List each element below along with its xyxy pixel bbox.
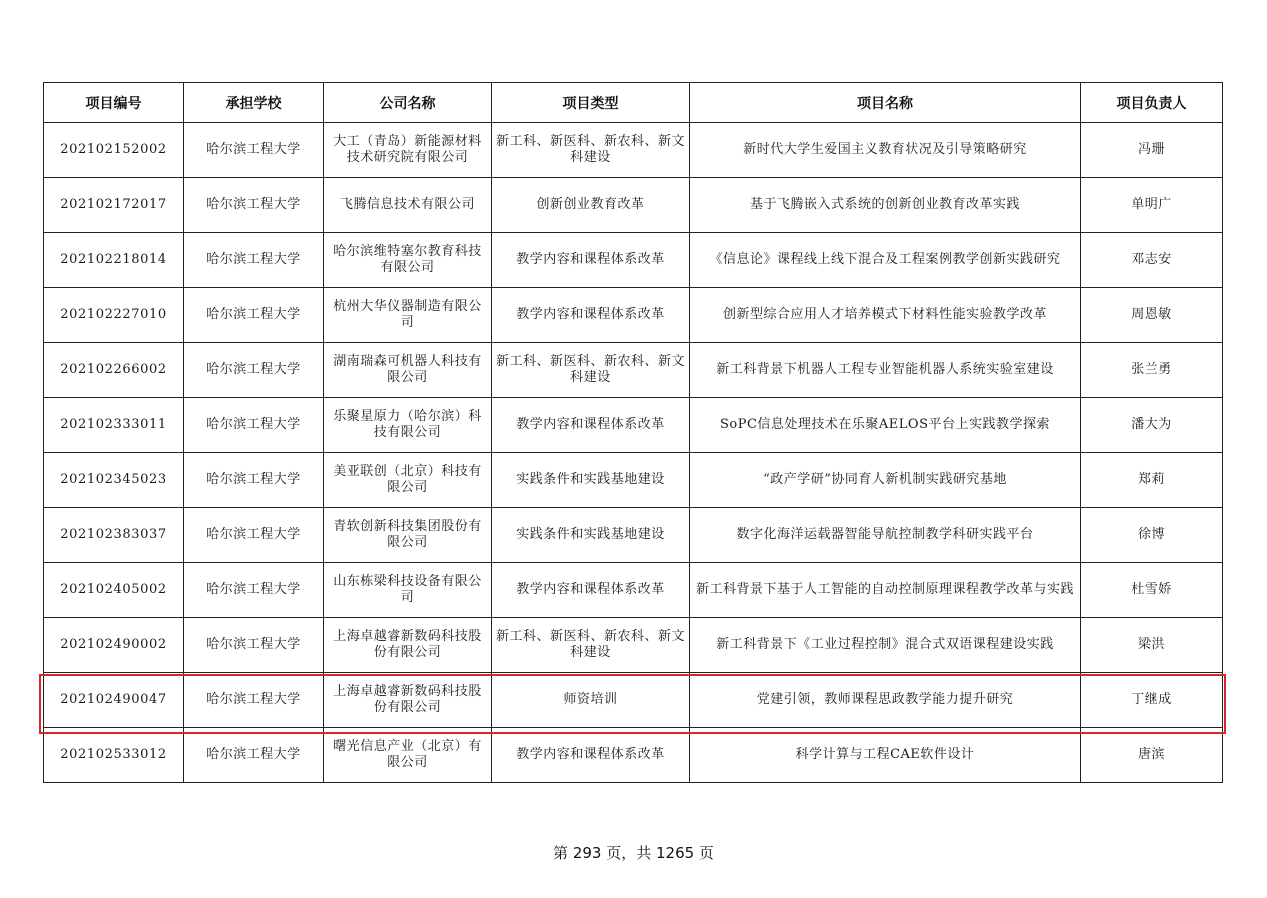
cell-project-id: 202102533012 [44, 728, 184, 783]
cell-company: 乐聚星原力（哈尔滨）科技有限公司 [324, 398, 492, 453]
cell-project-type: 新工科、新医科、新农科、新文科建设 [492, 343, 690, 398]
table-row [44, 618, 1223, 673]
cell-project-id: 202102383037 [44, 508, 184, 563]
cell-project-name: 党建引领，教师课程思政教学能力提升研究 [690, 673, 1081, 728]
cell-school: 哈尔滨工程大学 [184, 728, 324, 783]
table-row [44, 288, 1223, 343]
cell-project-id: 202102405002 [44, 563, 184, 618]
cell-school: 哈尔滨工程大学 [184, 178, 324, 233]
table-row [44, 233, 1223, 288]
cell-school: 哈尔滨工程大学 [184, 453, 324, 508]
cell-project-type: 实践条件和实践基地建设 [492, 453, 690, 508]
cell-project-lead: 梁洪 [1081, 618, 1223, 673]
cell-project-id: 202102172017 [44, 178, 184, 233]
cell-project-name: 新工科背景下《工业过程控制》混合式双语课程建设实践 [690, 618, 1081, 673]
cell-project-type: 新工科、新医科、新农科、新文科建设 [492, 618, 690, 673]
cell-project-name: SoPC信息处理技术在乐聚AELOS平台上实践教学探索 [690, 398, 1081, 453]
cell-school: 哈尔滨工程大学 [184, 123, 324, 178]
cell-project-name: 科学计算与工程CAE软件设计 [690, 728, 1081, 783]
cell-project-lead: 邓志安 [1081, 233, 1223, 288]
cell-project-id: 202102152002 [44, 123, 184, 178]
page-number: 第 293 页，共 1265 页 [553, 844, 714, 862]
cell-project-name: 新工科背景下机器人工程专业智能机器人系统实验室建设 [690, 343, 1081, 398]
cell-project-type: 教学内容和课程体系改革 [492, 288, 690, 343]
cell-project-lead: 郑莉 [1081, 453, 1223, 508]
header-company: 公司名称 [324, 83, 492, 123]
table-header-row [44, 83, 1223, 123]
cell-company: 大工（青岛）新能源材料技术研究院有限公司 [324, 123, 492, 178]
cell-company: 哈尔滨维特塞尔教育科技有限公司 [324, 233, 492, 288]
cell-project-lead: 周恩敏 [1081, 288, 1223, 343]
cell-project-lead: 单明广 [1081, 178, 1223, 233]
cell-school: 哈尔滨工程大学 [184, 343, 324, 398]
cell-company: 美亚联创（北京）科技有限公司 [324, 453, 492, 508]
cell-company: 青软创新科技集团股份有限公司 [324, 508, 492, 563]
cell-school: 哈尔滨工程大学 [184, 508, 324, 563]
header-project-name: 项目名称 [690, 83, 1081, 123]
cell-project-id: 202102333011 [44, 398, 184, 453]
cell-project-lead: 潘大为 [1081, 398, 1223, 453]
cell-company: 上海卓越睿新数码科技股份有限公司 [324, 673, 492, 728]
header-project-type: 项目类型 [492, 83, 690, 123]
table-row [44, 123, 1223, 178]
cell-school: 哈尔滨工程大学 [184, 398, 324, 453]
cell-company: 山东栋梁科技设备有限公司 [324, 563, 492, 618]
header-project-id: 项目编号 [44, 83, 184, 123]
header-school: 承担学校 [184, 83, 324, 123]
cell-school: 哈尔滨工程大学 [184, 618, 324, 673]
cell-project-lead: 冯珊 [1081, 123, 1223, 178]
project-table [43, 82, 1223, 783]
cell-project-name: 创新型综合应用人才培养模式下材料性能实验教学改革 [690, 288, 1081, 343]
cell-project-lead: 丁继成 [1081, 673, 1223, 728]
cell-project-type: 教学内容和课程体系改革 [492, 563, 690, 618]
cell-project-lead: 唐滨 [1081, 728, 1223, 783]
cell-school: 哈尔滨工程大学 [184, 563, 324, 618]
cell-project-id: 202102218014 [44, 233, 184, 288]
cell-company: 杭州大华仪器制造有限公司 [324, 288, 492, 343]
cell-company: 上海卓越睿新数码科技股份有限公司 [324, 618, 492, 673]
table-row-highlighted [44, 673, 1223, 728]
table-row [44, 178, 1223, 233]
table-row [44, 453, 1223, 508]
cell-project-type: 师资培训 [492, 673, 690, 728]
cell-company: 湖南瑞森可机器人科技有限公司 [324, 343, 492, 398]
cell-project-id: 202102490047 [44, 673, 184, 728]
cell-project-lead: 张兰勇 [1081, 343, 1223, 398]
cell-school: 哈尔滨工程大学 [184, 233, 324, 288]
cell-project-type: 新工科、新医科、新农科、新文科建设 [492, 123, 690, 178]
table-row [44, 728, 1223, 783]
cell-project-type: 教学内容和课程体系改革 [492, 728, 690, 783]
cell-project-name: 数字化海洋运载器智能导航控制教学科研实践平台 [690, 508, 1081, 563]
cell-project-lead: 徐博 [1081, 508, 1223, 563]
cell-project-name: “政产学研”协同育人新机制实践研究基地 [690, 453, 1081, 508]
cell-project-name: 《信息论》课程线上线下混合及工程案例教学创新实践研究 [690, 233, 1081, 288]
cell-school: 哈尔滨工程大学 [184, 673, 324, 728]
cell-project-name: 新时代大学生爱国主义教育状况及引导策略研究 [690, 123, 1081, 178]
cell-project-name: 新工科背景下基于人工智能的自动控制原理课程教学改革与实践 [690, 563, 1081, 618]
cell-project-type: 实践条件和实践基地建设 [492, 508, 690, 563]
cell-project-lead: 杜雪娇 [1081, 563, 1223, 618]
cell-project-id: 202102266002 [44, 343, 184, 398]
table-row [44, 508, 1223, 563]
header-project-lead: 项目负责人 [1081, 83, 1223, 123]
cell-project-id: 202102490002 [44, 618, 184, 673]
cell-project-type: 创新创业教育改革 [492, 178, 690, 233]
cell-project-type: 教学内容和课程体系改革 [492, 233, 690, 288]
cell-company: 曙光信息产业（北京）有限公司 [324, 728, 492, 783]
cell-school: 哈尔滨工程大学 [184, 288, 324, 343]
table-row [44, 343, 1223, 398]
cell-company: 飞腾信息技术有限公司 [324, 178, 492, 233]
cell-project-name: 基于飞腾嵌入式系统的创新创业教育改革实践 [690, 178, 1081, 233]
cell-project-id: 202102345023 [44, 453, 184, 508]
table-row [44, 398, 1223, 453]
cell-project-type: 教学内容和课程体系改革 [492, 398, 690, 453]
cell-project-id: 202102227010 [44, 288, 184, 343]
table-row [44, 563, 1223, 618]
